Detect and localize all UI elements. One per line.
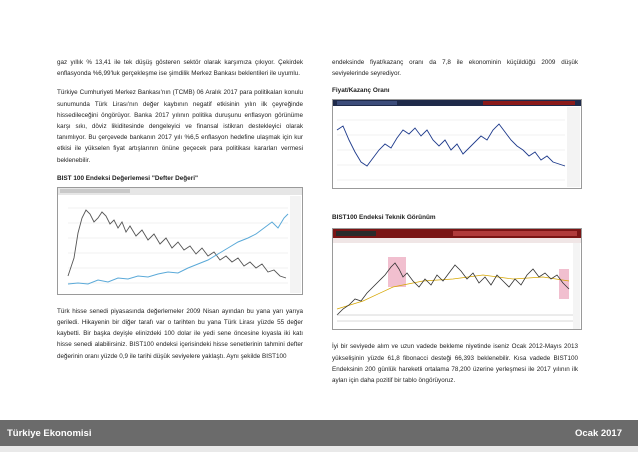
left-column: [57, 57, 303, 370]
right-paragraph-2: İyi bir seviyede alım ve uzun vadede bekleme niyetinde iseniz Ocak 2012-Mayıs 2013 yükselişinin yüzde 61,8 fibonacci desteği 66,393 beklenebilir. Kısa vadede BIST100 Endeksinin 200 günlük hareketli ortalama 78,200 üzerine yerleşmesi ile 2017 yılının ilk ayları için daha pozitif bir tablo öngörüyoruz.: [332, 343, 578, 385]
book-value-chart-svg: [58, 188, 302, 294]
footer-date: Ocak 2017: [574, 428, 622, 439]
chart3-title: BIST100 Endeksi Teknik Görünüm: [332, 214, 436, 222]
footer-bottom-line: [0, 446, 638, 452]
technical-chart-svg: [333, 229, 581, 329]
right-paragraph-1: endeksinde fiyat/kazanç oranı da 7,8 ile ekonominin küçüldüğü 2009 düşük seviyelerinde seyrediyor.: [332, 59, 578, 78]
chart2-title: Fiyat/Kazanç Oranı: [332, 87, 390, 95]
book-value-chart: [57, 187, 303, 295]
page-footer: [0, 420, 638, 446]
chart1-title: BIST 100 Endeksi Değerlemesi "Defter Değeri": [57, 174, 199, 182]
pe-ratio-series: [337, 124, 565, 166]
footer-title: Türkiye Ekonomisi: [7, 428, 92, 439]
pe-ratio-chart-svg: [333, 100, 581, 188]
bist100-price-series: [337, 263, 569, 315]
left-paragraph-2: Türkiye Cumhuriyeti Merkez Bankası'nın (TCMB) 06 Aralık 2017 para politikaları konulu sunumunda Türk Lirası'nın değer kaybının negatif etkisinin yılın ilk çeyreğinde hissedileceğini öngörüyor. Banka 2017 yılının politika duruşunu enflasyon görünüme karşı sıkı, döviz likiditesinde dengeleyici ve finansal istikrarı destekleyici olarak tanımlıyor. Bu çerçevede bankanın 2017 yılı %6,5 enflasyon hedefine ulaşmak için kur etkisi ile yükselen fiyat artışlarının önüne geçecek para politikası kararları vermesi beklenebilir.: [57, 89, 303, 164]
lira-series: [68, 214, 288, 284]
left-paragraph-1: gaz yıllık % 13,41 ile tek düşüş gösteren sektör olarak karşımıza çıkıyor. Çekirdek enflasyonda %6,99'luk gerçekleşme ise şimdilik Merkez Bankası beklentileri ile uyumlu.: [57, 59, 303, 78]
technical-chart: [332, 228, 582, 330]
left-paragraph-3: Türk hisse senedi piyasasında değerlemeler 2009 Nisan ayından bu yana yarı yarıya geriledi. Hikayenin bir diğer tarafı var o tarihten bu yana Türk Lirası yüzde 55 değer kaybetti. Bir başka deyişle elinizdeki 100 dolar ile yedi sene öncesine kıyasla iki katı hisse senedi alabilirsiniz. BIST100 endeksi içerisindeki hisse senetlerinin tahmini defter değerinin oranı yüzde 0,9 ile tarihi düşük seviyelere yaklaştı. Aynı şekilde BIST100: [57, 307, 303, 360]
pe-ratio-chart: [332, 99, 582, 189]
moving-average-series: [337, 275, 569, 309]
highlight-zone-1: [388, 257, 406, 287]
right-column: [332, 57, 578, 394]
